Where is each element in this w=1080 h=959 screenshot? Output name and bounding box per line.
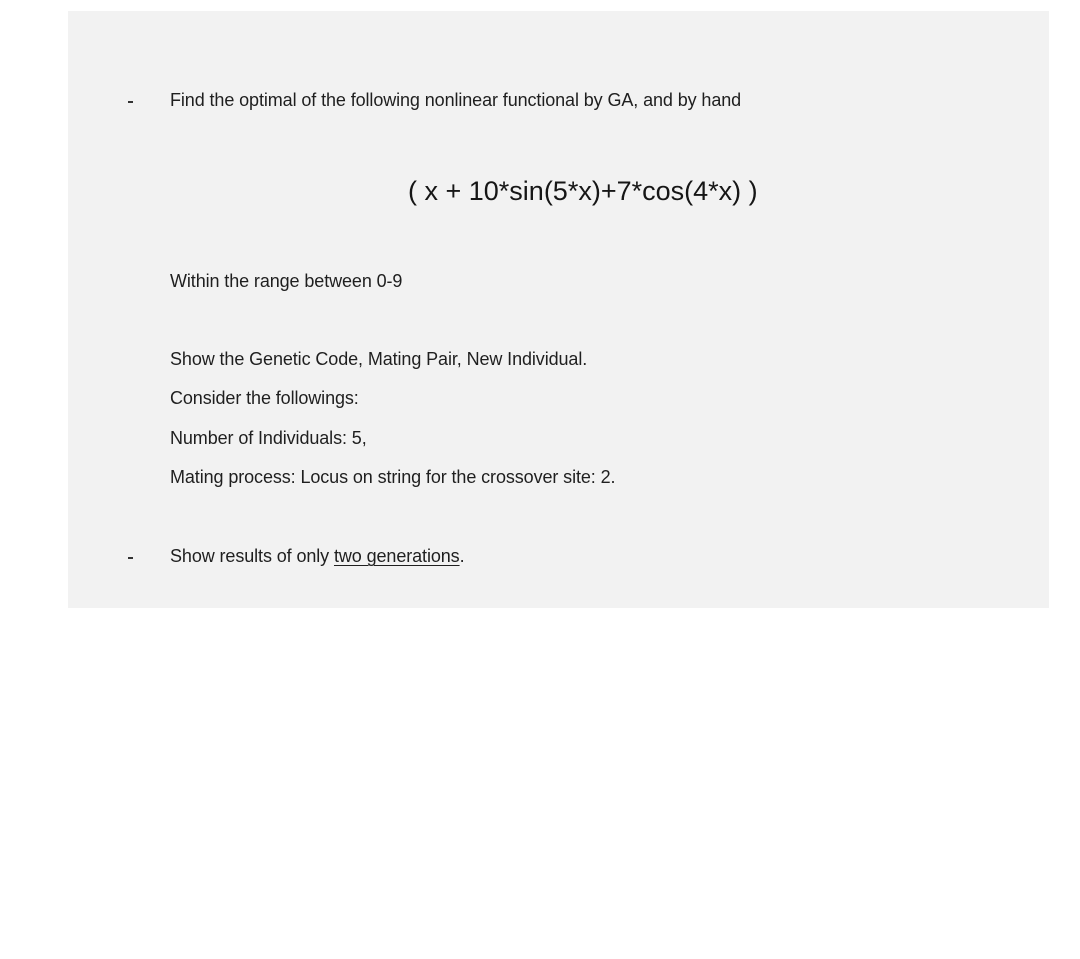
task-line: Find the optimal of the following nonlinear functional by GA, and by hand xyxy=(170,90,742,110)
results-suffix: . xyxy=(459,546,465,566)
consider-line: Consider the followings: xyxy=(170,388,359,408)
show-line: Show the Genetic Code, Mating Pair, New Individual. xyxy=(170,349,588,369)
formula: ( x + 10*sin(5*x)+7*cos(4*x) ) xyxy=(408,176,758,206)
individuals-line: Number of Individuals: 5, xyxy=(170,428,367,448)
results-line xyxy=(170,544,464,568)
bullet-dash-2 xyxy=(128,557,133,559)
mating-line: Mating process: Locus on string for the crossover site: 2. xyxy=(170,467,616,487)
results-underlined: two generations xyxy=(333,546,460,566)
results-prefix: Show results of only xyxy=(170,546,334,566)
bullet-dash-1 xyxy=(128,101,133,103)
range-line: Within the range between 0-9 xyxy=(170,271,403,291)
